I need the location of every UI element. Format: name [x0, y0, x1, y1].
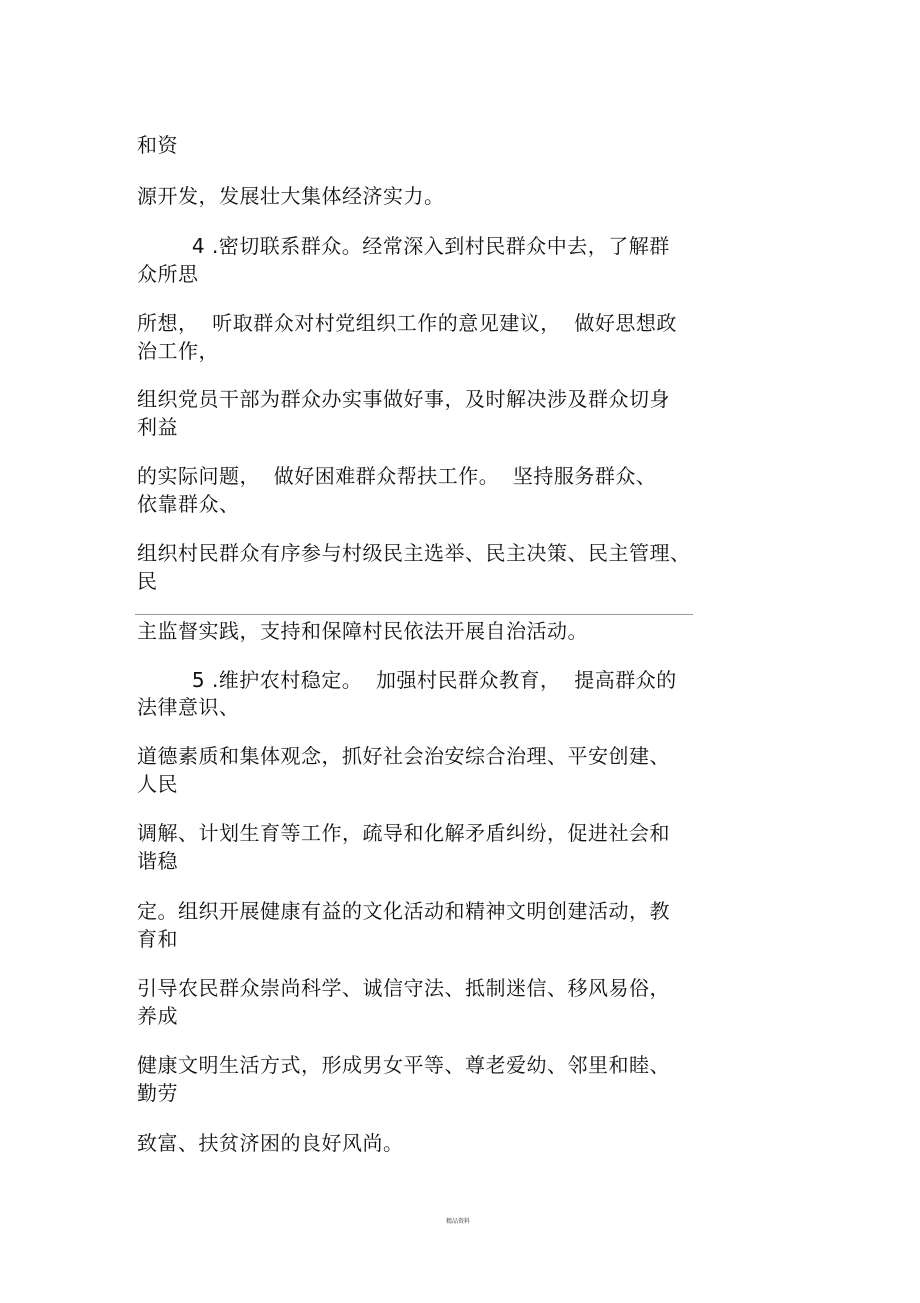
text-line: 调解、计划生育等工作，疏导和化解矛盾纠纷，促进社会和 [137, 821, 670, 845]
text-line: 定。组织开展健康有益的文化活动和精神文明创建活动，教 [137, 899, 670, 923]
text-line: 道德素质和集体观念，抓好社会治安综合治理、平安创建、 [137, 744, 670, 768]
text-line: 治工作， [137, 339, 219, 363]
text-line: 健康文明生活方式，形成男女平等、尊老爱幼、邻里和睦、 [137, 1053, 670, 1077]
text-line: 法律意识、 [137, 695, 240, 719]
text-line: 育和 [137, 927, 178, 951]
text-line: 主监督实践，支持和保障村民依法开展自治活动。 [137, 619, 588, 643]
page-divider [135, 614, 693, 615]
text-line: 和资 [137, 133, 178, 157]
text-line: 利益 [137, 415, 178, 439]
text-line: 致富、扶贫济困的良好风尚。 [137, 1131, 404, 1155]
text-line: 所想， 听取群众对村党组织工作的意见建议， 做好思想政 [137, 311, 677, 335]
text-line: 谐稳 [137, 849, 178, 873]
text-line: 源开发，发展壮大集体经济实力。 [137, 184, 445, 208]
text-line: 人民 [137, 772, 178, 796]
page-footer: 精品资料 [446, 1218, 471, 1225]
text-line: 勤劳 [137, 1081, 178, 1105]
text-line: 组织党员干部为群众办实事做好事，及时解决涉及群众切身 [137, 387, 670, 411]
text-line: 的实际问题， 做好困难群众帮扶工作。 坚持服务群众、 [137, 464, 657, 488]
text-line: 引导农民群众崇尚科学、诚信守法、抵制迷信、移风易俗， [137, 976, 670, 1000]
text-line: 民 [137, 569, 158, 593]
text-line: 养成 [137, 1004, 178, 1028]
text-line: 5 .维护农村稳定。 加强村民群众教育， 提高群众的 [137, 668, 677, 692]
text-line: 依靠群众、 [137, 492, 240, 516]
text-line: 组织村民群众有序参与村级民主选举、民主决策、民主管理、 [137, 541, 691, 565]
text-line: 众所思 [137, 262, 199, 286]
text-line: 4 .密切联系群众。经常深入到村民群众中去，了解群 [137, 234, 670, 258]
